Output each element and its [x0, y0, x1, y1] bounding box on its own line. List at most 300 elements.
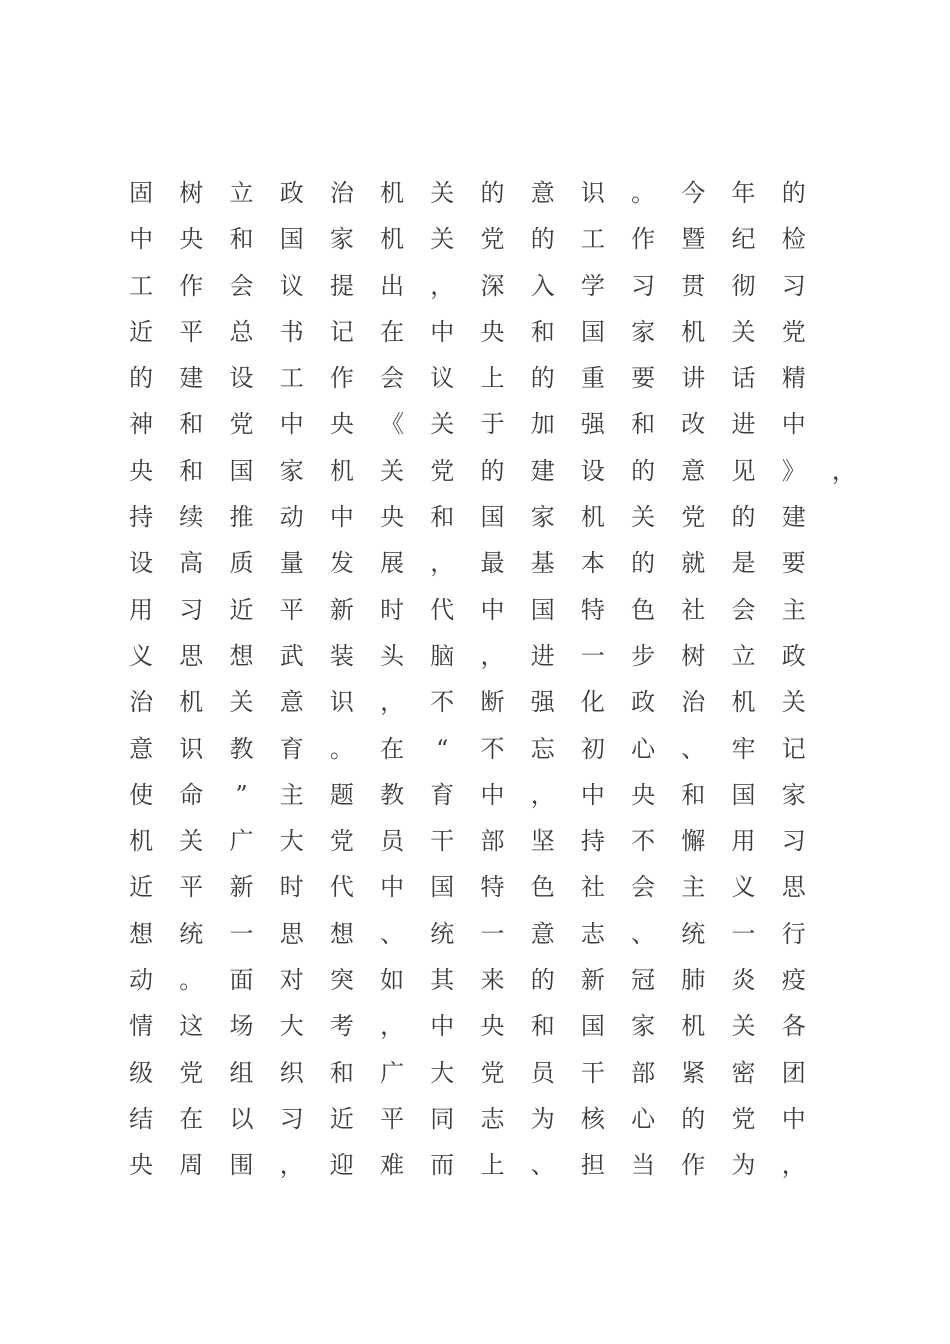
text-char: 机	[681, 1012, 706, 1041]
text-char: 央	[480, 317, 505, 346]
text-char: 强	[530, 688, 555, 717]
text-char: 和	[631, 410, 656, 439]
text-char: 国	[580, 1012, 605, 1041]
text-char: 脑	[430, 641, 455, 670]
text-char: 建	[179, 364, 204, 393]
text-char: 强	[580, 410, 605, 439]
text-char: 化	[580, 688, 605, 717]
text-char: 习	[631, 271, 656, 300]
text-char: 和	[530, 1012, 555, 1041]
text-line	[116, 911, 876, 957]
text-char: 冠	[631, 966, 656, 995]
text-char: 和	[179, 410, 204, 439]
text-char: 不	[430, 688, 455, 717]
text-char: 精	[781, 364, 806, 393]
text-line	[116, 1050, 876, 1096]
text-char: 和	[179, 456, 204, 485]
text-line	[116, 1096, 876, 1142]
text-char: 。	[179, 966, 204, 995]
text-char: 想	[329, 919, 354, 948]
text-char: 命	[179, 780, 204, 809]
text-char: ，	[430, 549, 455, 578]
text-char: 、	[681, 734, 706, 763]
text-line	[116, 401, 876, 447]
text-char: 而	[430, 1151, 455, 1180]
text-char: 广	[380, 1058, 405, 1087]
text-char: 主	[781, 595, 806, 624]
text-char: 政	[631, 688, 656, 717]
text-char: 和	[530, 317, 555, 346]
text-char: 要	[781, 549, 806, 578]
text-char: 动	[279, 503, 304, 532]
text-line	[116, 864, 876, 910]
text-char: 于	[480, 410, 505, 439]
text-char: 教	[229, 734, 254, 763]
text-char: 的	[631, 456, 656, 485]
text-char: ，	[380, 688, 405, 717]
text-char: 就	[681, 549, 706, 578]
text-char: 持	[580, 827, 605, 856]
text-char: 国	[530, 595, 555, 624]
text-char: 大	[279, 827, 304, 856]
text-char: 心	[631, 734, 656, 763]
text-char: 其	[430, 966, 455, 995]
text-char: 的	[129, 364, 154, 393]
text-char: 关	[731, 317, 756, 346]
text-char: 设	[129, 549, 154, 578]
text-char: 本	[580, 549, 605, 578]
text-char: 以	[229, 1104, 254, 1133]
text-char: 新	[329, 595, 354, 624]
text-char: 的	[781, 179, 806, 207]
text-char: 机	[681, 317, 706, 346]
text-char: 的	[480, 179, 505, 207]
text-char: 家	[279, 456, 304, 485]
text-char: 《	[380, 410, 405, 439]
text-char: 中	[580, 780, 605, 809]
text-char: 近	[129, 317, 154, 346]
text-char: 作	[179, 271, 204, 300]
text-line	[116, 355, 876, 401]
text-char: 当	[631, 1151, 656, 1180]
text-char: 的	[530, 364, 555, 393]
text-char: 工	[129, 271, 154, 300]
text-char: 学	[580, 271, 605, 300]
text-char: 主	[279, 780, 304, 809]
text-char: 提	[329, 271, 354, 300]
text-char: 中	[430, 1012, 455, 1041]
text-char: 义	[731, 873, 756, 902]
text-char: 近	[229, 595, 254, 624]
text-char: 行	[781, 919, 806, 948]
text-char: 中	[279, 410, 304, 439]
text-char: 部	[480, 827, 505, 856]
text-char: 志	[480, 1104, 505, 1133]
text-char: 头	[380, 641, 405, 670]
text-char: 初	[580, 734, 605, 763]
text-char: 面	[229, 966, 254, 995]
text-char: 如	[380, 966, 405, 995]
text-char: 主	[681, 873, 706, 902]
body-text	[116, 170, 876, 1189]
text-char: 机	[129, 827, 154, 856]
text-char: 织	[279, 1058, 304, 1087]
text-char: 工	[580, 225, 605, 254]
text-line	[116, 587, 876, 633]
text-char: 在	[380, 734, 405, 763]
text-char: 议	[430, 364, 455, 393]
text-char: 要	[631, 364, 656, 393]
text-char: 社	[580, 873, 605, 902]
text-char: 意	[129, 734, 154, 763]
text-char: 一	[480, 919, 505, 948]
text-char: 大	[279, 1012, 304, 1041]
text-char: 一	[580, 641, 605, 670]
text-line	[116, 263, 876, 309]
text-char: 会	[631, 873, 656, 902]
text-char: 作	[681, 1151, 706, 1180]
text-char: 治	[129, 688, 154, 717]
text-char: 想	[229, 641, 254, 670]
text-char: 量	[279, 549, 304, 578]
text-char: 难	[380, 1151, 405, 1180]
text-line	[116, 309, 876, 355]
text-char: 国	[430, 873, 455, 902]
text-char: 担	[580, 1151, 605, 1180]
text-char: 设	[580, 456, 605, 485]
text-char: 贯	[681, 271, 706, 300]
text-char: 习	[781, 271, 806, 300]
text-char: 义	[129, 641, 154, 670]
text-char: 懈	[681, 827, 706, 856]
text-line	[116, 1003, 876, 1049]
text-char: 加	[530, 410, 555, 439]
text-char: 习	[279, 1104, 304, 1133]
text-char: 情	[129, 1012, 154, 1041]
text-char: 会	[380, 364, 405, 393]
text-char: 肺	[681, 966, 706, 995]
text-char: 家	[631, 1012, 656, 1041]
text-char: 党	[480, 225, 505, 254]
text-line	[116, 726, 876, 772]
text-char: 干	[580, 1058, 605, 1087]
text-char: 党	[781, 317, 806, 346]
text-char: ，	[530, 780, 555, 809]
text-char: 进	[530, 641, 555, 670]
text-char: ，	[781, 1151, 806, 1180]
text-char: “	[436, 734, 449, 763]
text-char: 识	[580, 179, 605, 207]
text-char: 关	[631, 503, 656, 532]
text-char: 和	[681, 780, 706, 809]
text-line	[116, 633, 876, 679]
text-char: 意	[279, 688, 304, 717]
text-char: 持	[129, 503, 154, 532]
text-char: 上	[480, 1151, 505, 1180]
text-char: 级	[129, 1058, 154, 1087]
text-char: 见	[731, 456, 756, 485]
text-char: 上	[480, 364, 505, 393]
text-char: 中	[380, 873, 405, 902]
text-char: 想	[129, 919, 154, 948]
text-char: 武	[279, 641, 304, 670]
text-char: 统	[179, 919, 204, 948]
text-char: 干	[430, 827, 455, 856]
text-char: 关	[179, 827, 204, 856]
text-char: 治	[329, 179, 354, 207]
text-char: ，	[430, 271, 455, 300]
text-char: 同	[430, 1104, 455, 1133]
text-char: 家	[329, 225, 354, 254]
text-char: 近	[329, 1104, 354, 1133]
text-char: ，	[480, 641, 505, 670]
text-char: 部	[631, 1058, 656, 1087]
text-char: 迎	[329, 1151, 354, 1180]
text-char: 讲	[681, 364, 706, 393]
text-char: 党	[480, 1058, 505, 1087]
text-char: ，	[279, 1151, 304, 1180]
text-char: 结	[129, 1104, 154, 1133]
text-char: 中	[129, 225, 154, 254]
text-char: 意	[530, 919, 555, 948]
text-char: 央	[480, 1012, 505, 1041]
text-char: 这	[179, 1012, 204, 1041]
text-char: 机	[380, 179, 405, 207]
text-line	[116, 170, 876, 216]
text-char: 动	[129, 966, 154, 995]
text-char: 树	[179, 179, 204, 207]
text-char: 题	[329, 780, 354, 809]
text-char: 关	[731, 1012, 756, 1041]
text-char: 家	[631, 317, 656, 346]
text-char: 质	[229, 549, 254, 578]
text-char: 心	[631, 1104, 656, 1133]
text-char: 中	[480, 780, 505, 809]
text-char: 不	[480, 734, 505, 763]
text-char: 央	[631, 780, 656, 809]
text-line	[116, 448, 876, 494]
text-char: 发	[329, 549, 354, 578]
text-char: 是	[731, 549, 756, 578]
text-char: 党	[430, 456, 455, 485]
text-char: 高	[179, 549, 204, 578]
text-char: 的	[480, 456, 505, 485]
text-char: 作	[329, 364, 354, 393]
text-char: 牢	[731, 734, 756, 763]
text-char: 断	[480, 688, 505, 717]
text-char: 代	[329, 873, 354, 902]
text-char: 党	[731, 1104, 756, 1133]
text-char: 央	[179, 225, 204, 254]
text-char: 神	[129, 410, 154, 439]
text-char: 和	[430, 503, 455, 532]
text-char: 党	[229, 410, 254, 439]
text-char: 深	[480, 271, 505, 300]
text-char: 平	[380, 1104, 405, 1133]
text-char: 和	[229, 225, 254, 254]
text-char: 紧	[681, 1058, 706, 1087]
text-char: 意	[530, 179, 555, 207]
text-char: 组	[229, 1058, 254, 1087]
text-char: 一	[229, 919, 254, 948]
text-char: 检	[781, 225, 806, 254]
text-char: 央	[380, 503, 405, 532]
text-char: 社	[681, 595, 706, 624]
text-char: 平	[179, 873, 204, 902]
text-char: 色	[530, 873, 555, 902]
text-char: 意	[681, 456, 706, 485]
text-char: 。	[631, 179, 656, 207]
text-char: 纪	[731, 225, 756, 254]
text-char: 建	[530, 456, 555, 485]
text-char: 央	[129, 456, 154, 485]
text-char: 暨	[681, 225, 706, 254]
text-char: ，	[831, 456, 856, 485]
text-char: 炎	[731, 966, 756, 995]
text-char: 固	[129, 179, 154, 207]
text-char: 入	[530, 271, 555, 300]
text-char: 的	[530, 225, 555, 254]
text-char: 的	[681, 1104, 706, 1133]
text-char: 树	[681, 641, 706, 670]
text-char: 关	[430, 410, 455, 439]
text-char: 为	[731, 1151, 756, 1180]
text-char: 关	[430, 225, 455, 254]
text-char: 》	[781, 456, 806, 485]
text-char: 一	[731, 919, 756, 948]
text-char: 立	[731, 641, 756, 670]
text-char: 、	[530, 1151, 555, 1180]
text-char: 年	[731, 179, 756, 207]
text-char: 特	[580, 595, 605, 624]
text-line	[116, 772, 876, 818]
text-char: 对	[279, 966, 304, 995]
text-char: 议	[279, 271, 304, 300]
text-char: 统	[681, 919, 706, 948]
text-char: 思	[781, 873, 806, 902]
text-char: 会	[229, 271, 254, 300]
text-char: 记	[329, 317, 354, 346]
text-char: 平	[279, 595, 304, 624]
text-char: 中	[781, 410, 806, 439]
text-char: 志	[580, 919, 605, 948]
text-char: 突	[329, 966, 354, 995]
text-char: 关	[430, 179, 455, 207]
text-char: 、	[380, 919, 405, 948]
text-char: 员	[380, 827, 405, 856]
text-char: 在	[380, 317, 405, 346]
text-line	[116, 957, 876, 1003]
text-char: 教	[380, 780, 405, 809]
text-line	[116, 1142, 876, 1188]
text-char: 党	[681, 503, 706, 532]
text-char: 特	[480, 873, 505, 902]
text-char: 装	[329, 641, 354, 670]
text-char: 时	[380, 595, 405, 624]
text-char: 书	[279, 317, 304, 346]
text-char: 统	[430, 919, 455, 948]
text-char: 用	[129, 595, 154, 624]
text-char: 新	[229, 873, 254, 902]
text-char: 识	[329, 688, 354, 717]
text-char: 育	[430, 780, 455, 809]
text-char: 基	[530, 549, 555, 578]
text-char: 治	[681, 688, 706, 717]
text-char: 步	[631, 641, 656, 670]
text-char: 的	[530, 966, 555, 995]
text-char: 机	[580, 503, 605, 532]
text-char: 中	[781, 1104, 806, 1133]
text-char: 不	[631, 827, 656, 856]
text-char: 围	[229, 1151, 254, 1180]
text-char: 国	[279, 225, 304, 254]
text-line	[116, 679, 876, 725]
text-char: 广	[229, 827, 254, 856]
text-char: 忘	[530, 734, 555, 763]
text-char: 重	[580, 364, 605, 393]
text-char: 新	[580, 966, 605, 995]
text-char: 习	[179, 595, 204, 624]
text-char: 央	[129, 1151, 154, 1180]
text-char: 、	[631, 919, 656, 948]
text-char: 家	[530, 503, 555, 532]
text-char: 关	[781, 688, 806, 717]
text-line	[116, 494, 876, 540]
text-char: 关	[229, 688, 254, 717]
text-char: 彻	[731, 271, 756, 300]
text-char: 国	[580, 317, 605, 346]
text-line	[116, 216, 876, 262]
text-char: 代	[430, 595, 455, 624]
text-char: 的	[731, 503, 756, 532]
text-char: 续	[179, 503, 204, 532]
text-char: 机	[380, 225, 405, 254]
text-char: 场	[229, 1012, 254, 1041]
text-char: 色	[631, 595, 656, 624]
text-char: 。	[329, 734, 354, 763]
text-char: 员	[530, 1058, 555, 1087]
text-char: 央	[329, 410, 354, 439]
text-char: 总	[229, 317, 254, 346]
text-char: 政	[781, 641, 806, 670]
text-char: 考	[329, 1012, 354, 1041]
text-char: 机	[731, 688, 756, 717]
text-char: 作	[631, 225, 656, 254]
text-char: 话	[731, 364, 756, 393]
text-char: 中	[329, 503, 354, 532]
text-char: 识	[179, 734, 204, 763]
text-char: 今	[681, 179, 706, 207]
text-char: 来	[480, 966, 505, 995]
text-char: 思	[279, 919, 304, 948]
text-char: 党	[179, 1058, 204, 1087]
text-char: 思	[179, 641, 204, 670]
text-char: 大	[430, 1058, 455, 1087]
text-char: 使	[129, 780, 154, 809]
text-char: 坚	[530, 827, 555, 856]
text-char: 展	[380, 549, 405, 578]
text-char: 育	[279, 734, 304, 763]
text-char: ，	[380, 1012, 405, 1041]
text-char: 国	[731, 780, 756, 809]
text-char: 建	[781, 503, 806, 532]
text-line	[116, 540, 876, 586]
text-char: 习	[781, 827, 806, 856]
text-char: 近	[129, 873, 154, 902]
text-char: 会	[731, 595, 756, 624]
text-char: 在	[179, 1104, 204, 1133]
text-char: 疫	[781, 966, 806, 995]
